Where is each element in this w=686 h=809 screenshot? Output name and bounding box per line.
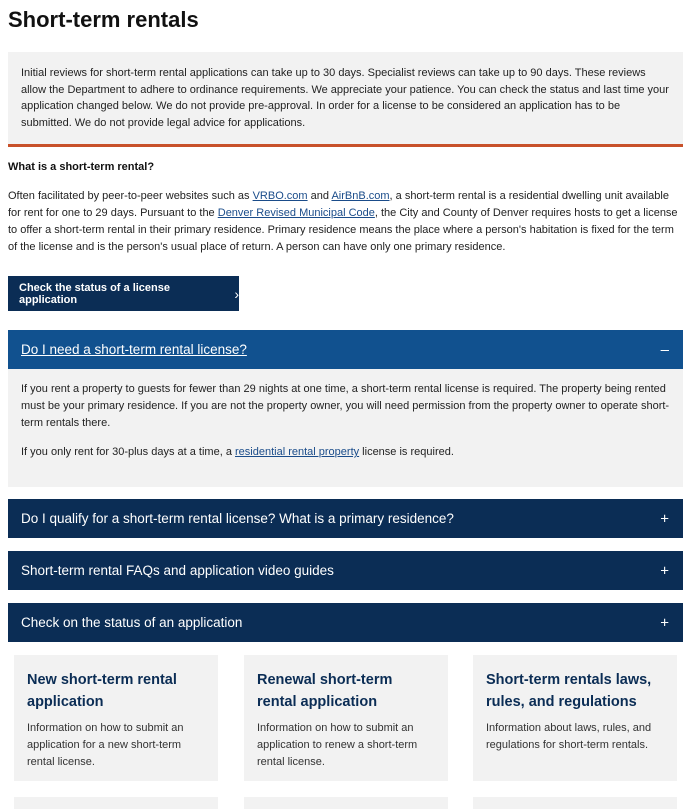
accordion-need-license[interactable] (8, 330, 683, 369)
check-status-button[interactable] (8, 276, 239, 311)
card-renewal-application[interactable] (244, 655, 448, 781)
vrbo-link[interactable]: VRBO.com (252, 190, 308, 202)
panel-paragraph-1: If you rent a property to guests for fewer than 29 nights at one time, a short-term rental license is required. The property being rented must be your primary residence. If you are not the property owner, you will need permission from the property owner to operate short-term rentals there. (21, 383, 670, 429)
what-text-4: , the City and County of Denver requires hosts to get a license to offer a short-term rental in their primary residence. Primary residence means the place where a person's habitation is fixed for the term of the license and is the person's usual place of return. A person can have only one primary residence. (8, 207, 678, 253)
expand-icon: + (660, 510, 669, 527)
accordion-check-status-label: Check on the status of an application (21, 615, 243, 630)
what-text-3: , a short-term rental is a residential dwelling unit available for rent for one to 29 days. Pursuant to the (8, 190, 669, 219)
card-title: New short-term rental application (27, 672, 177, 710)
chevron-right-icon: › (234, 285, 239, 302)
card-partial[interactable] (244, 797, 448, 809)
expand-icon: + (660, 562, 669, 579)
processing-time-notice (8, 52, 683, 147)
page-title: Short-term rentals (8, 7, 199, 32)
check-status-label: Check the status of a license application (19, 281, 170, 306)
what-text-2: and (307, 190, 332, 202)
card-laws-rules[interactable] (473, 655, 677, 781)
municipal-code-link[interactable]: Denver Revised Municipal Code (217, 207, 375, 219)
accordion-need-license-label: Do I need a short-term rental license? (21, 342, 247, 357)
accordion-qualify-label: Do I qualify for a short-term rental license? What is a primary residence? (21, 511, 454, 526)
collapse-icon: – (660, 341, 669, 358)
accordion-check-status[interactable] (8, 603, 683, 642)
card-partial[interactable] (14, 797, 218, 809)
card-partial[interactable] (473, 797, 677, 809)
card-title: Short-term rentals laws, rules, and regulations (486, 672, 652, 710)
airbnb-link[interactable]: AirBnB.com (331, 190, 390, 202)
what-is-heading: What is a short-term rental? (8, 161, 155, 173)
residential-rental-link[interactable]: residential rental property (235, 446, 360, 458)
card-description: Information on how to submit an application to renew a short-term rental license. (257, 722, 418, 768)
card-title: Renewal short-term rental application (257, 672, 393, 710)
what-text-1: Often facilitated by peer-to-peer websites such as (8, 190, 253, 202)
panel-paragraph-2 (21, 444, 670, 461)
accordion-need-license-panel (8, 369, 683, 487)
card-description: Information on how to submit an application for a new short-term rental license. (27, 722, 184, 768)
card-new-application[interactable] (14, 655, 218, 781)
panel-text-1: If you only rent for 30-plus days at a time, a (21, 446, 235, 458)
accordion-faqs-label: Short-term rental FAQs and application video guides (21, 563, 334, 578)
accordion-qualify[interactable] (8, 499, 683, 538)
card-description: Information about laws, rules, and regulations for short-term rentals. (486, 722, 652, 751)
notice-text: Initial reviews for short-term rental applications can take up to 30 days. Specialist reviews can take up to 90 days. These reviews allow the Department to adhere to ordinance requirements. We appreciate your patience. You can check the status and last time your application changed below. We do not provide pre-approval. In order for a license to be considered an application has to be submitted. We do not provide legal advice for applications. (21, 67, 669, 129)
accordion-faqs[interactable] (8, 551, 683, 590)
panel-text-2: license is required. (359, 446, 454, 458)
what-is-paragraph (8, 188, 684, 256)
expand-icon: + (660, 614, 669, 631)
